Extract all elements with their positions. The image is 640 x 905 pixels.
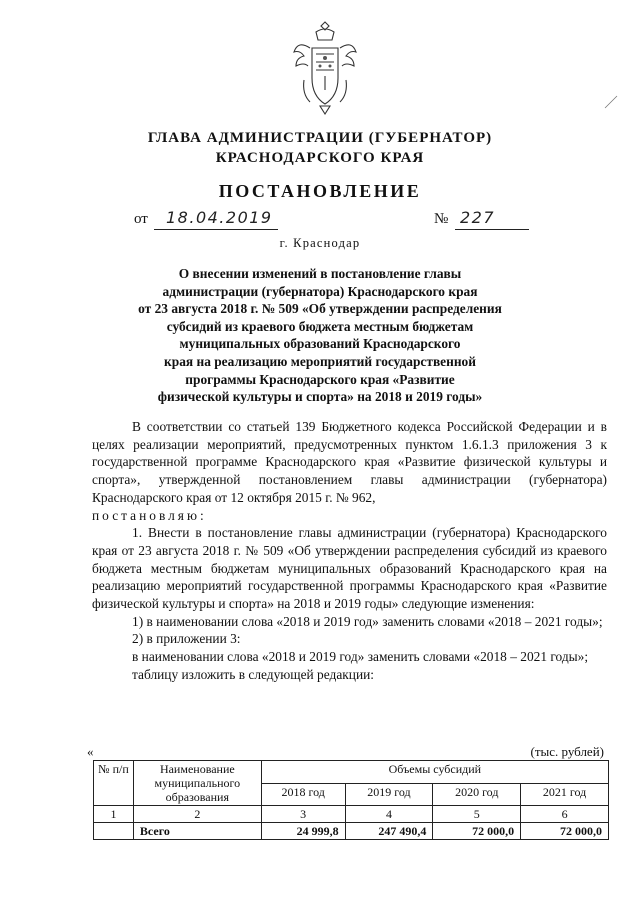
number-label: № — [434, 211, 449, 227]
org-name-line2: КРАСНОДАРСКОГО КРАЯ — [215, 150, 425, 166]
total-label: Всего — [133, 823, 261, 840]
col-group-header: Объемы субсидий — [261, 761, 608, 784]
title-line: администрации (губернатора) Краснодарского края — [162, 283, 478, 299]
title-line: субсидий из краевого бюджета местным бюджетам — [166, 318, 474, 334]
item-1-sub-2: 2) в приложении 3: — [132, 631, 241, 647]
index-cell: 5 — [433, 806, 521, 823]
title-line: от 23 августа 2018 г. № 509 «Об утверждении распределения — [138, 301, 502, 317]
index-cell: 6 — [521, 806, 609, 823]
table-total-row — [94, 823, 609, 840]
org-name-line1: ГЛАВА АДМИНИСТРАЦИИ (ГУБЕРНАТОР) — [147, 130, 493, 146]
document-body — [92, 418, 607, 684]
item-1: 1. Внести в постановление главы администрации (губернатора) Краснодарского края от 23 августа 2018 г. № 509 «Об утверждении распределения субсидий из краевого бюджета местным бюджетам муниципальных образований Краснодарского края на реализацию мероприятий государственной программы Краснодарского края «Развитие физической культуры и спорта» на 2018 и 2019 годы» следующие изменения: — [92, 525, 607, 612]
org-name — [0, 128, 640, 168]
item-1-sub-2b: таблицу изложить в следующей редакции: — [132, 666, 375, 682]
item-1-sub-2a: в наименовании слова «2018 и 2019 год» заменить словами «2018 – 2021 годы»; — [132, 649, 589, 665]
index-cell: 2 — [133, 806, 261, 823]
total-value: 72 000,0 — [521, 823, 609, 840]
total-num-cell — [94, 823, 134, 840]
scan-mark-icon — [604, 95, 618, 109]
decree-word: постановляю: — [92, 507, 207, 523]
city: г. Краснодар — [279, 236, 361, 250]
title-line: физической культуры и спорта» на 2018 и 2019 годы» — [157, 389, 483, 405]
units-label: (тыс. рублей) — [530, 744, 604, 759]
from-label: от — [134, 211, 148, 227]
year-header: 2020 год — [433, 783, 521, 806]
year-header: 2018 год — [261, 783, 345, 806]
number-value: 227 — [460, 208, 496, 227]
title-line: края на реализацию мероприятий государственной — [164, 353, 476, 369]
intro-paragraph: В соответствии со статьей 139 Бюджетного кодекса Российской Федерации и в целях реализации мероприятий, предусмотренных пунктом 1.6.1.3 приложения 3 к государственной программе Краснодарского края «Развитие физической культуры и спорта», утвержденной постановлением главы администрации (губернатора) Краснодарского края от 12 октября 2015 г. № 962, — [92, 419, 607, 505]
coat-of-arms-icon — [290, 18, 360, 118]
index-cell: 1 — [94, 806, 134, 823]
open-quote: « — [87, 744, 94, 759]
subsidies-table — [93, 760, 609, 840]
title-line: О внесении изменений в постановление главы — [178, 266, 462, 281]
table-index-row — [94, 806, 609, 823]
title-line: муниципальных образований Краснодарского — [179, 336, 461, 352]
document-title — [100, 265, 540, 406]
number-underline — [455, 229, 529, 230]
total-value: 72 000,0 — [433, 823, 521, 840]
table-header-row — [94, 761, 609, 784]
index-cell: 4 — [345, 806, 433, 823]
doc-type: ПОСТАНОВЛЕНИЕ — [218, 181, 422, 201]
year-header: 2019 год — [345, 783, 433, 806]
total-value: 24 999,8 — [261, 823, 345, 840]
col-num-header: № п/п — [94, 761, 134, 806]
year-header: 2021 год — [521, 783, 609, 806]
index-cell: 3 — [261, 806, 345, 823]
col-name-header: Наименование муниципального образования — [133, 761, 261, 806]
date-underline — [154, 229, 278, 230]
date-value: 18.04.2019 — [166, 208, 273, 227]
total-value: 247 490,4 — [345, 823, 433, 840]
item-1-sub-1: 1) в наименовании слова «2018 и 2019 год» заменить словами «2018 – 2021 годы»; — [132, 613, 603, 629]
title-line: программы Краснодарского края «Развитие — [185, 371, 455, 387]
